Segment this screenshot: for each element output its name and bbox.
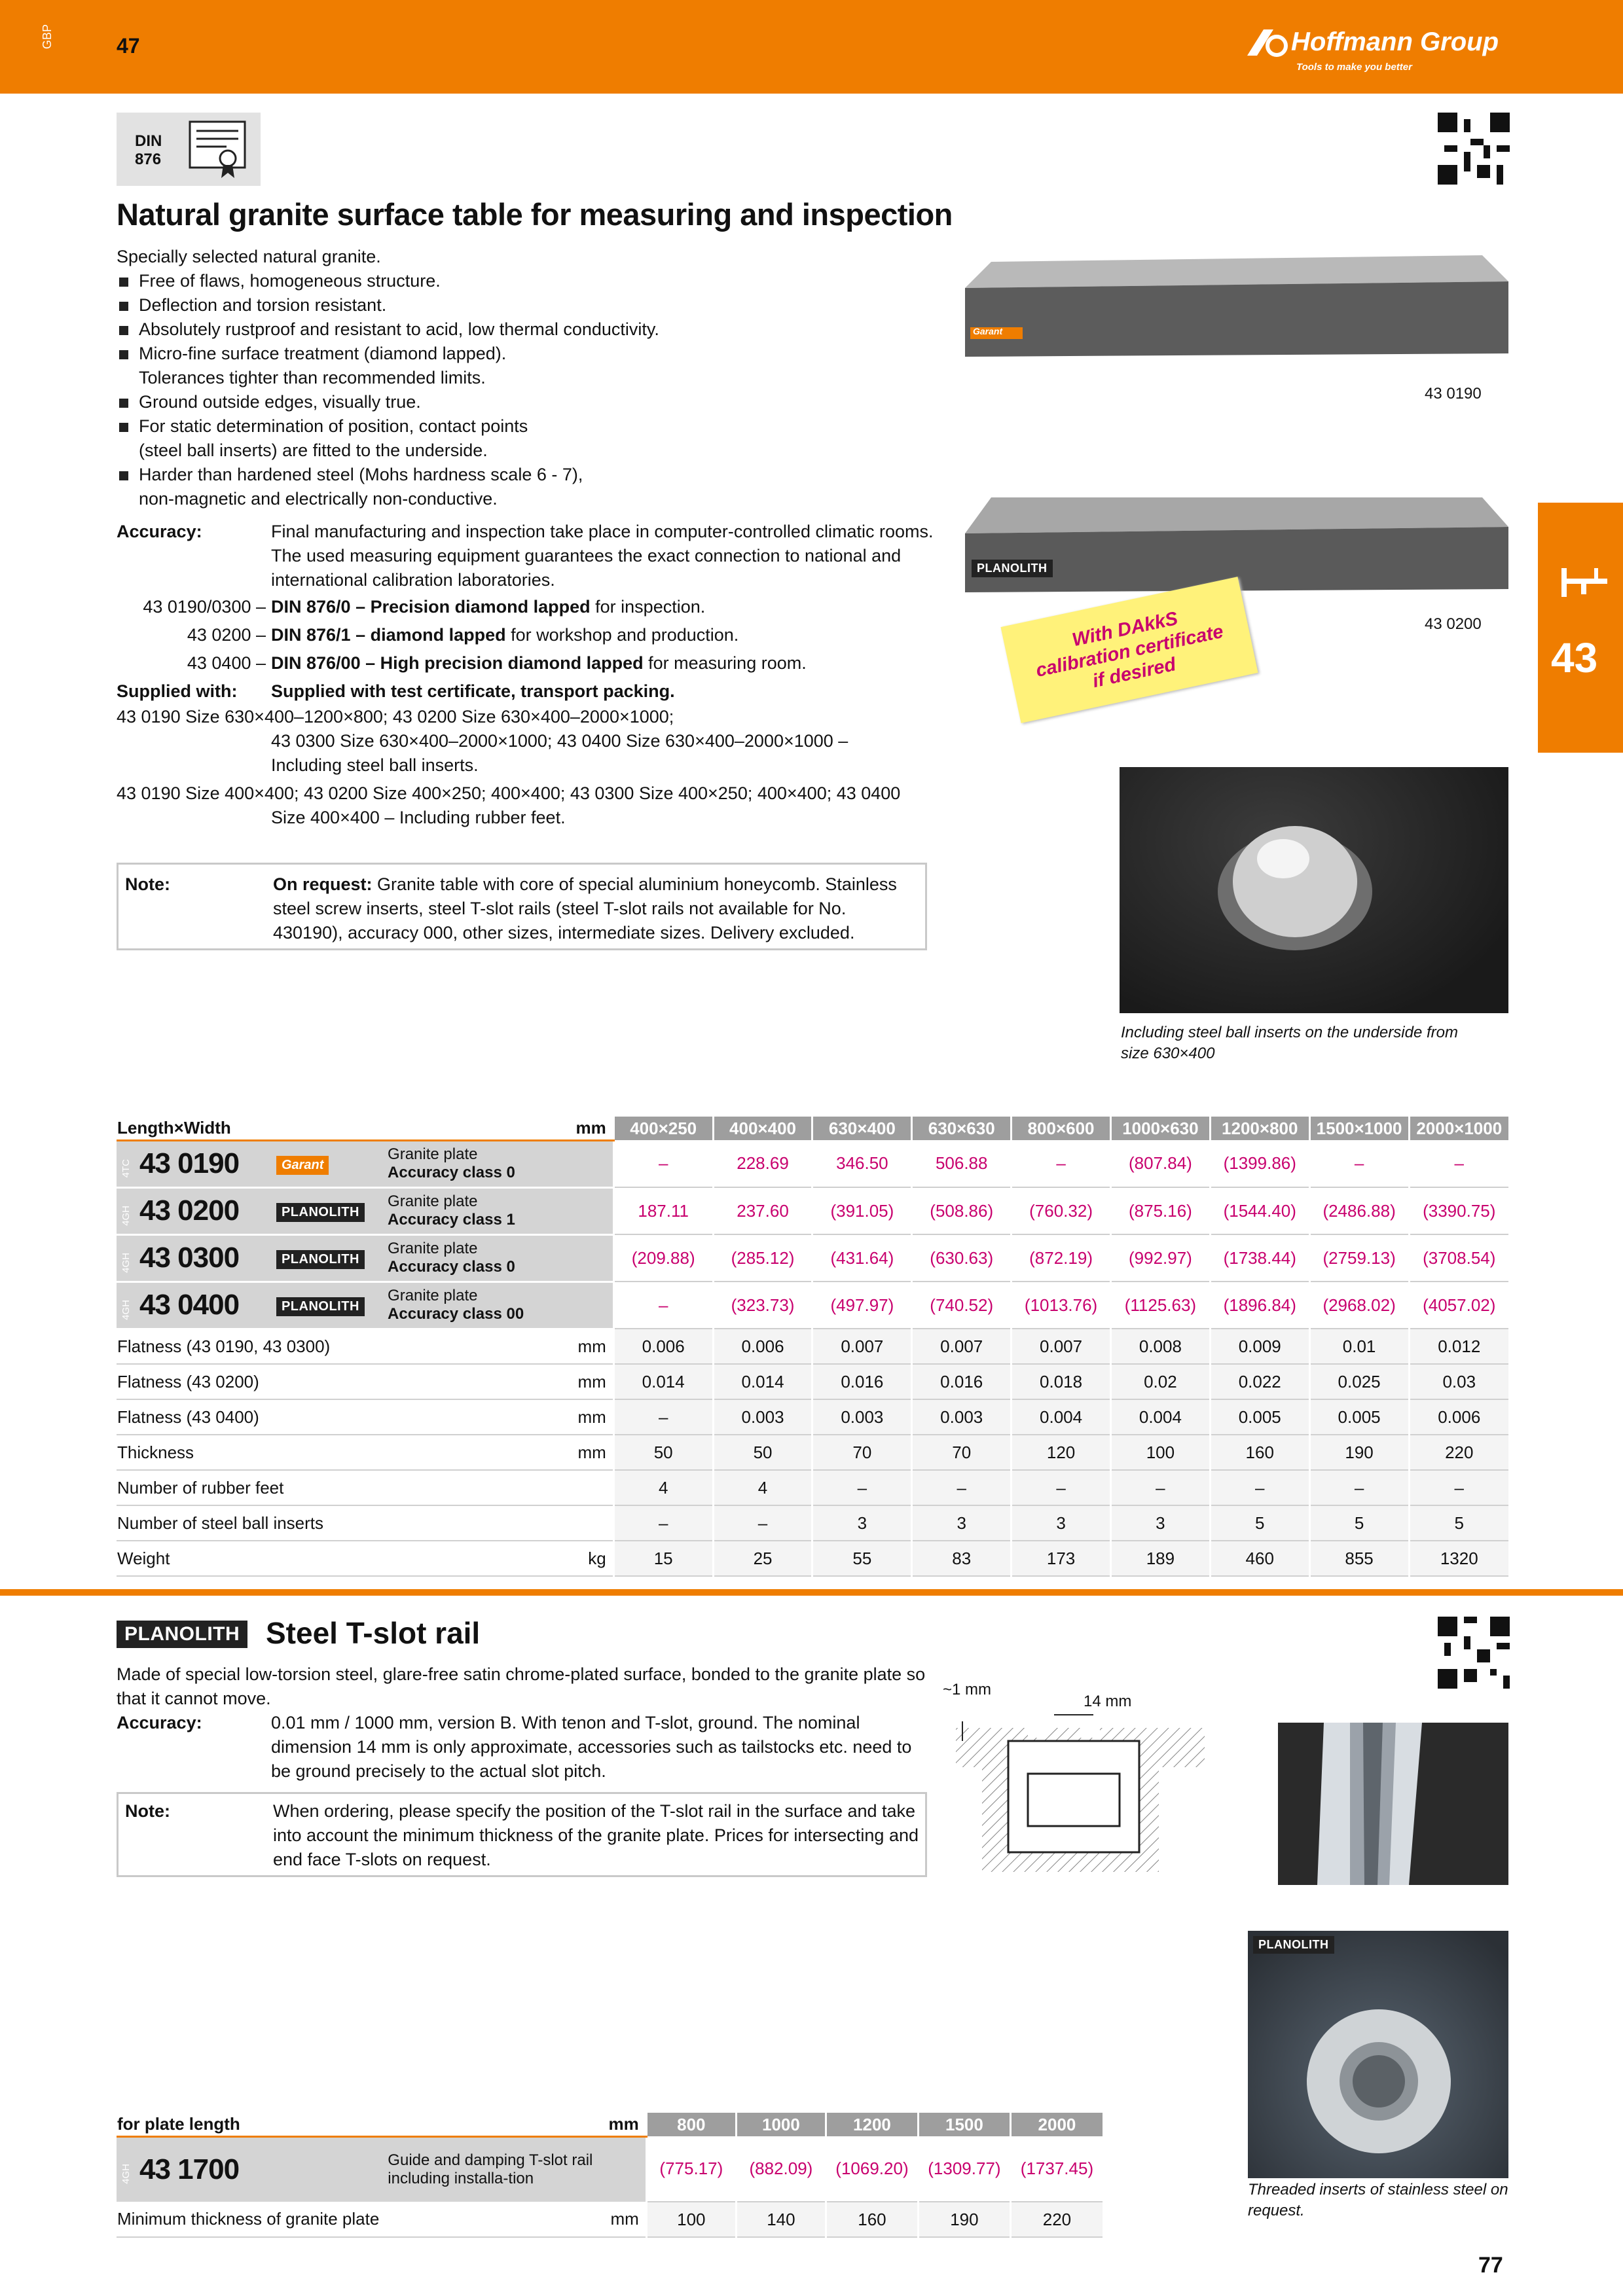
header-page-number: 47 bbox=[117, 34, 140, 58]
size-header: 1200 bbox=[826, 2113, 918, 2136]
col-header-unit: mm bbox=[380, 2113, 646, 2136]
price-cell: (431.64) bbox=[812, 1234, 912, 1282]
price-cell: (775.17) bbox=[646, 2136, 736, 2202]
table-row[interactable]: 4GH 43 1700 Guide and damping T-slot rail including installa-tion (775.17) (882.09) (1069.20) (1309.77) (1737.45) bbox=[117, 2136, 1103, 2202]
table-row[interactable]: 4TC 43 0190 Garant Granite plate Accuracy class 0 – 228.69 346.50 506.88 – (807.84) (1399.86) – – bbox=[117, 1140, 1508, 1187]
page-title: Natural granite surface table for measuring and inspection bbox=[117, 197, 953, 232]
section-divider bbox=[0, 1589, 1623, 1596]
section2-accuracy-label: Accuracy: bbox=[117, 1713, 202, 1732]
table-row: Minimum thickness of granite plate mm 100 140 160 190 220 bbox=[117, 2202, 1103, 2237]
price-table-tslot bbox=[117, 2113, 1103, 2238]
table-header-row bbox=[117, 2113, 1103, 2136]
ball-caption: Including steel ball inserts on the underside from size 630×400 bbox=[1121, 1024, 1458, 1062]
price-cell: (209.88) bbox=[613, 1234, 713, 1282]
size-header: 1000×630 bbox=[1110, 1117, 1210, 1140]
image-caption-430200: 43 0200 bbox=[1425, 615, 1482, 633]
brand-planolith: PLANOLITH bbox=[276, 1203, 365, 1222]
steel-ball-photo bbox=[1120, 767, 1508, 1013]
article-number[interactable]: 43 1700 bbox=[139, 2153, 240, 2185]
price-cell: 187.11 bbox=[613, 1187, 713, 1234]
qr-code-icon[interactable] bbox=[1438, 113, 1510, 185]
note-box bbox=[117, 1792, 927, 1877]
price-cell: (740.52) bbox=[912, 1282, 1012, 1329]
tslot-diagram bbox=[943, 1676, 1218, 1872]
image-brand-garant: Garant bbox=[973, 326, 1003, 336]
spec-label: Flatness (43 0200) bbox=[117, 1364, 387, 1399]
brand-logo bbox=[1244, 25, 1525, 77]
brand-planolith: PLANOLITH bbox=[276, 1250, 365, 1269]
price-cell: (872.19) bbox=[1012, 1234, 1111, 1282]
price-cell: (760.32) bbox=[1012, 1187, 1111, 1234]
price-cell: – bbox=[1409, 1140, 1508, 1187]
chapter-tab[interactable] bbox=[1538, 503, 1623, 753]
brand-name: Hoffmann Group bbox=[1291, 27, 1499, 56]
price-cell: (323.73) bbox=[713, 1282, 812, 1329]
price-cell: (1125.63) bbox=[1110, 1282, 1210, 1329]
article-number[interactable]: 43 0190 bbox=[139, 1147, 240, 1179]
accuracy-line: 43 0400 – DIN 876/00 – High precision diamond lapped for measuring room. bbox=[187, 653, 807, 673]
product-image-430190 bbox=[965, 242, 1508, 373]
section-title: Steel T-slot rail bbox=[266, 1616, 481, 1650]
price-cell: (508.86) bbox=[912, 1187, 1012, 1234]
price-cell: (1069.20) bbox=[826, 2136, 918, 2202]
table-row: Flatness (43 0190, 43 0300) mm 0.006 0.006 0.007 0.007 0.007 0.008 0.009 0.01 0.012 bbox=[117, 1329, 1508, 1364]
price-cell: 346.50 bbox=[812, 1140, 912, 1187]
table-row[interactable]: 4GH 43 0300 PLANOLITH Granite plate Accuracy class 0 (209.88) (285.12) (431.64) (630.63) (872.19) (992.97) (1738.44) (2759.13) (3708.54) bbox=[117, 1234, 1508, 1282]
price-cell: (4057.02) bbox=[1409, 1282, 1508, 1329]
certificate-icon bbox=[187, 119, 253, 179]
size-header: 800×600 bbox=[1012, 1117, 1111, 1140]
image-caption-430190: 43 0190 bbox=[1425, 385, 1482, 403]
spec-label: Flatness (43 0400) bbox=[117, 1399, 387, 1435]
price-cell: (882.09) bbox=[736, 2136, 826, 2202]
article-number[interactable]: 43 0300 bbox=[139, 1242, 240, 1274]
tslot-photo bbox=[1278, 1723, 1508, 1885]
sticker-text: With DAkkS calibration certificate if desired bbox=[1034, 607, 1226, 692]
spec-unit bbox=[387, 1505, 613, 1541]
table-row[interactable]: 4GH 43 0400 PLANOLITH Granite plate Accuracy class 00 – (323.73) (497.97) (740.52) (1013.76) (1125.63) (1896.84) (2968.02) (4057.02) bbox=[117, 1282, 1508, 1329]
size-header: 1500×1000 bbox=[1309, 1117, 1409, 1140]
price-cell: (3708.54) bbox=[1409, 1234, 1508, 1282]
article-number[interactable]: 43 0400 bbox=[139, 1289, 240, 1321]
thread-caption: Threaded inserts of stainless steel on request. bbox=[1248, 2181, 1508, 2219]
size-header: 1200×800 bbox=[1210, 1117, 1309, 1140]
brand-tagline: Tools to make you better bbox=[1296, 62, 1412, 73]
spec-unit bbox=[387, 1470, 613, 1505]
bullet-continuation: (steel ball inserts) are fitted to the underside. bbox=[139, 440, 488, 460]
price-cell: (1309.77) bbox=[918, 2136, 1010, 2202]
intro-text: Specially selected natural granite. bbox=[117, 247, 381, 266]
spec-label: Weight bbox=[117, 1541, 387, 1576]
size-header: 800 bbox=[646, 2113, 736, 2136]
intro-block bbox=[117, 245, 935, 511]
spec-label: Number of rubber feet bbox=[117, 1470, 387, 1505]
price-cell: (1896.84) bbox=[1210, 1282, 1309, 1329]
price-cell: (875.16) bbox=[1110, 1187, 1210, 1234]
bullet-item: Deflection and torsion resistant. bbox=[117, 293, 935, 317]
bullet-item: Micro-fine surface treatment (diamond lapped). bbox=[117, 342, 935, 366]
price-table-granite bbox=[117, 1117, 1508, 1577]
chapter-number: 43 bbox=[1551, 634, 1598, 681]
spec-unit: mm bbox=[387, 1399, 613, 1435]
size-header: 400×400 bbox=[713, 1117, 812, 1140]
hoffmann-logo-icon bbox=[1244, 26, 1290, 59]
accuracy-block bbox=[117, 520, 935, 830]
qr-code-icon[interactable] bbox=[1438, 1617, 1510, 1689]
size-header: 630×400 bbox=[812, 1117, 912, 1140]
price-cell: – bbox=[1012, 1140, 1111, 1187]
spec-label: Thickness bbox=[117, 1435, 387, 1470]
table-row: Weight kg 15 25 55 83 173 189 460 855 1320 bbox=[117, 1541, 1508, 1576]
accuracy-line: 43 0200 – DIN 876/1 – diamond lapped for workshop and production. bbox=[187, 625, 739, 645]
price-cell: 237.60 bbox=[713, 1187, 812, 1234]
spec-unit: mm bbox=[387, 1329, 613, 1364]
col-header-label: for plate length bbox=[117, 2113, 380, 2136]
note-box bbox=[117, 863, 927, 950]
side-code: GBP bbox=[41, 24, 54, 49]
dim-label-1mm: ~1 mm bbox=[943, 1681, 992, 1698]
bullet-item: For static determination of position, contact points bbox=[117, 414, 935, 439]
table-row: Flatness (43 0200) mm 0.014 0.014 0.016 0.016 0.018 0.02 0.022 0.025 0.03 bbox=[117, 1364, 1508, 1399]
price-cell: (2968.02) bbox=[1309, 1282, 1409, 1329]
size-header: 630×630 bbox=[912, 1117, 1012, 1140]
table-header-row bbox=[117, 1117, 1508, 1140]
bullet-continuation: non-magnetic and electrically non-conductive. bbox=[139, 489, 498, 509]
note-text: On request: Granite table with core of special aluminium honeycomb. Stainless steel screw inserts, steel T-slot rails (steel T-slot rails not available for No. 430190), accuracy 000, other sizes, intermediate sizes. Delivery excluded. bbox=[273, 874, 897, 942]
note-label: Note: bbox=[125, 1801, 170, 1821]
price-cell: (1013.76) bbox=[1012, 1282, 1111, 1329]
price-cell: (1737.45) bbox=[1010, 2136, 1103, 2202]
price-cell: (992.97) bbox=[1110, 1234, 1210, 1282]
image-brand-planolith: PLANOLITH bbox=[972, 560, 1053, 577]
price-cell: (1738.44) bbox=[1210, 1234, 1309, 1282]
size-header: 2000 bbox=[1010, 2113, 1103, 2136]
price-cell: – bbox=[1309, 1140, 1409, 1187]
note-label: Note: bbox=[125, 874, 170, 894]
price-cell: 228.69 bbox=[713, 1140, 812, 1187]
note-text: When ordering, please specify the position of the T-slot rail in the surface and take into account the minimum thickness of the granite plate. Prices for intersecting and end face T-slots on request. bbox=[273, 1801, 919, 1869]
spec-label: Minimum thickness of granite plate bbox=[117, 2202, 380, 2237]
accuracy-label: Accuracy: bbox=[117, 522, 202, 541]
bullet-item: Free of flaws, homogeneous structure. bbox=[117, 269, 935, 293]
spec-label: Flatness (43 0190, 43 0300) bbox=[117, 1329, 387, 1364]
price-cell: (2486.88) bbox=[1309, 1187, 1409, 1234]
supplied-line: Supplied with: Supplied with test certificate, transport packing. bbox=[117, 681, 675, 701]
din-badge bbox=[117, 113, 261, 186]
table-row[interactable]: 4GH 43 0200 PLANOLITH Granite plate Accuracy class 1 187.11 237.60 (391.05) (508.86) (760.32) (875.16) (1544.40) (2486.88) (3390.75) bbox=[117, 1187, 1508, 1234]
price-cell: – bbox=[613, 1282, 713, 1329]
image-brand-planolith: PLANOLITH bbox=[1253, 1936, 1334, 1954]
thread-insert-photo bbox=[1248, 1931, 1508, 2178]
brand-planolith-section: PLANOLITH bbox=[117, 1621, 247, 1648]
din-label: DIN 876 bbox=[135, 132, 162, 168]
brand-garant: Garant bbox=[276, 1156, 329, 1175]
col-header-unit: mm bbox=[387, 1117, 613, 1140]
section2-text bbox=[117, 1662, 928, 1784]
accuracy-text: Final manufacturing and inspection take place in computer-controlled climatic rooms. The used measuring equipment guarantees the exact connection to national and international calibration laboratories. bbox=[271, 522, 934, 590]
spec-unit: kg bbox=[387, 1541, 613, 1576]
spec-unit: mm bbox=[380, 2202, 646, 2237]
size-header: 1000 bbox=[736, 2113, 826, 2136]
header-bar bbox=[0, 0, 1623, 94]
col-header-label: Length×Width bbox=[117, 1117, 387, 1140]
size-header: 2000×1000 bbox=[1409, 1117, 1508, 1140]
price-cell: (807.84) bbox=[1110, 1140, 1210, 1187]
price-cell: (3390.75) bbox=[1409, 1187, 1508, 1234]
bullet-item: Ground outside edges, visually true. bbox=[117, 390, 935, 414]
dim-label-14mm: 14 mm bbox=[1084, 1693, 1132, 1710]
caliper-icon bbox=[1555, 562, 1614, 601]
price-cell: (1544.40) bbox=[1210, 1187, 1309, 1234]
table-row: Flatness (43 0400) mm – 0.003 0.003 0.003 0.004 0.004 0.005 0.005 0.006 bbox=[117, 1399, 1508, 1435]
size-header: 1500 bbox=[918, 2113, 1010, 2136]
section2-accuracy-text: 0.01 mm / 1000 mm, version B. With tenon and T-slot, ground. The nominal dimension 14 mm is only approximate, accessories such as tailstocks etc. need to be ground precisely to the actual slot pitch. bbox=[271, 1713, 912, 1781]
spec-unit: mm bbox=[387, 1435, 613, 1470]
bullet-item: Harder than hardened steel (Mohs hardness scale 6 - 7), bbox=[117, 463, 935, 487]
spec-unit: mm bbox=[387, 1364, 613, 1399]
product-description: Guide and damping T-slot rail including installa-tion bbox=[380, 2136, 646, 2202]
bullet-continuation: Tolerances tighter than recommended limits. bbox=[139, 368, 486, 387]
price-cell: (2759.13) bbox=[1309, 1234, 1409, 1282]
price-cell: 506.88 bbox=[912, 1140, 1012, 1187]
sizes-steel-ball: 43 0190 Size 630×400–1200×800; 43 0200 Size 630×400–2000×1000; 43 0300 Size 630×400–2000×1000; 43 0400 Size 630×400–2000×1000 – Including steel ball inserts. bbox=[117, 707, 848, 775]
table-row: Number of rubber feet 4 4 – – – – – – – bbox=[117, 1470, 1508, 1505]
bullet-item: Absolutely rustproof and resistant to acid, low thermal conductivity. bbox=[117, 317, 935, 342]
price-cell: (1399.86) bbox=[1210, 1140, 1309, 1187]
spec-label: Number of steel ball inserts bbox=[117, 1505, 387, 1541]
sizes-rubber-feet: 43 0190 Size 400×400; 43 0200 Size 400×250; 400×400; 43 0300 Size 400×250; 400×400; 43 0400 Size 400×400 – Including rubber feet. bbox=[117, 783, 901, 827]
table-row: Thickness mm 50 50 70 70 120 100 160 190 220 bbox=[117, 1435, 1508, 1470]
price-cell: – bbox=[613, 1140, 713, 1187]
price-cell: (391.05) bbox=[812, 1187, 912, 1234]
article-number[interactable]: 43 0200 bbox=[139, 1194, 240, 1227]
price-cell: (497.97) bbox=[812, 1282, 912, 1329]
size-header: 400×250 bbox=[613, 1117, 713, 1140]
accuracy-line: 43 0190/0300 – DIN 876/0 – Precision diamond lapped for inspection. bbox=[143, 597, 706, 617]
price-cell: (630.63) bbox=[912, 1234, 1012, 1282]
table-row: Number of steel ball inserts – – 3 3 3 3 5 5 5 bbox=[117, 1505, 1508, 1541]
section2-intro: Made of special low-torsion steel, glare-free satin chrome-plated surface, bonded to the granite plate so that it cannot move. bbox=[117, 1664, 926, 1708]
brand-planolith: PLANOLITH bbox=[276, 1297, 365, 1316]
footer-page-number: 77 bbox=[1478, 2253, 1503, 2278]
price-cell: (285.12) bbox=[713, 1234, 812, 1282]
